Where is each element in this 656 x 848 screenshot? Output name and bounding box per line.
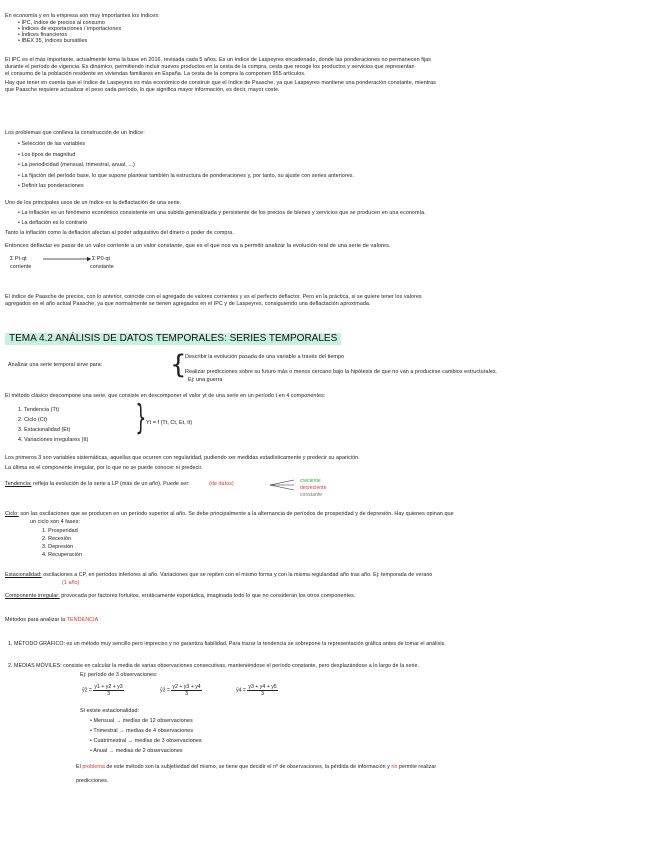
problem-line-end: predicciones.	[76, 778, 109, 784]
first3-line: Los primeros 3 son variables sistemáticas, aquellas que ocurren con regularidad, pudiendo ser medidas estadísticamente y predecir su aparición.	[5, 455, 360, 461]
right-brace-icon: {	[135, 398, 147, 438]
estacionalidad-red-note: (1 año)	[62, 580, 80, 586]
problems-bullet: • La periodicidad (mensual, trimestral, anual, ...)	[18, 162, 135, 168]
uses-bullet: • La inflación es un fenómeno económico consistente en una subida generalizada y persistente de los precios de bienes y servicios que se producen en una economía.	[18, 210, 426, 216]
graphic-method: 1. MÉTODO GRÁFICO: es un método muy sencillo pero impreciso y no garantiza fiabilidad. Para trazar la tendencia se sobrepone la representación gráfica antes de tomar el análisis.	[8, 641, 446, 647]
methods-heading: Métodos para analizar la TENDENCIA	[5, 617, 99, 623]
intro-paragraph-line: El IPC es el más importante, actualmente toma la base en 2016, revisada cada 5 años. Es un índice de Laspeyres encadenado, donde las ponderaciones no permanecen fijas	[5, 57, 432, 63]
seasonal-item: • Cuatrimestral → medias de 3 observaciones	[90, 738, 202, 744]
intro-paragraph-line: durante el período de vigencia. Es dinámico, permitiendo incluir nuevos productos en la cesta de la compra, cesta que recoge los productos y servicios que representan	[5, 64, 415, 70]
ciclo-line: Ciclo: son las oscilaciones que se producen en un período superior al año. Se debe principalmente a la alternancia de períodos de prosperidad y de depresión. Hay quienes opinan que	[5, 511, 454, 517]
ciclo-line: un ciclo son 4 fases:	[30, 519, 80, 525]
tendencia-type: constante	[300, 492, 323, 498]
component-item: 2. Ciclo (Ct)	[18, 417, 48, 423]
moving-example: Ej: período de 3 observaciones:	[80, 672, 158, 678]
intro-bullet: • IPC, índice de precios al consumo	[18, 20, 105, 26]
seasonal-item: • Anual → medias de 2 observaciones	[90, 748, 183, 754]
tendencia-type: decreciente	[300, 485, 327, 491]
problems-bullet: • La fijación del período base, lo que supone plantear también la estructura de ponderaciones y, por tanto, su ajuste con series anteriores.	[18, 173, 355, 179]
uses-bullet: • La deflación es lo contrario	[18, 220, 88, 226]
moving-average-method: 2. MEDIAS MÓVILES: consiste en calcular la media de varias observaciones consecutivas, manteniéndose el período constante, pero desplazándose a lo largo de la serie.	[8, 663, 420, 669]
ciclo-phase: 3. Depresión	[42, 544, 74, 550]
moving-average-formula: ȳ4 = $\frac{y3 + y4 + y5}{3}$	[236, 684, 277, 697]
problems-heading: Los problemas que conlleva la construcción de un índice:	[5, 130, 145, 136]
intro-bullet: • IBEX 35, índices bursátiles	[18, 38, 88, 44]
tendencia-type: creciente	[300, 478, 321, 484]
branch-arrows-icon	[268, 478, 298, 492]
problems-bullet: • Los tipos de magnitud	[18, 152, 76, 158]
ciclo-phase: 2. Recesión	[42, 536, 72, 542]
moving-average-formula: ȳ2 = $\frac{y1 + y2 + y3}{3}$	[82, 684, 123, 697]
seasonal-item: • Mensual → medias de 12 observaciones	[90, 718, 193, 724]
problems-bullet: • Selección de las variables	[18, 141, 86, 147]
analyze-example: Ej: una guerra	[188, 377, 223, 383]
deflate-line: Entonces deflactar es pasar de un valor corriente a un valor constante, que es el que nos va a permitir analizar la evolución real de una serie de valores.	[5, 243, 391, 249]
paasche-line: agregados en el año actual Paasche, ya que normalmente se tienen agregados en el IPC y de Laspeyres, consiguiendo una deflactación aproximada.	[5, 301, 371, 307]
tendencia-line: Tendencia: refleja la evolución de la serie a LP (más de un año). Puede ser:	[5, 481, 190, 487]
moving-average-formula: ȳ3 = $\frac{y2 + y3 + y4}{3}$	[160, 684, 201, 697]
tendencia-red-note: (de datos)	[209, 481, 234, 487]
paasche-line: El índice de Paasche de precios, con lo anterior, coincide con el agregado de valores corrientes y es el perfecto deflactor. Pero en la práctica, si se quiere tener los valores	[5, 294, 422, 300]
components-formula: Yt = f (Tt, Ct, Et, It)	[146, 420, 193, 426]
component-item: 3. Estacionalidad (Et)	[18, 427, 71, 433]
intro-paragraph-line: que Paasche requiere actualizar el peso cada período, lo que significa mayor información, es decir, mayor coste.	[5, 87, 280, 93]
analyze-item: Describir la evolución pasada de una variable a través del tiempo	[185, 354, 345, 360]
seasonal-item: • Trimestral → medias de 4 observaciones	[90, 728, 194, 734]
component-item: 1. Tendencia (Tt)	[18, 407, 60, 413]
deflate-to-label: constante	[90, 264, 114, 270]
intro-bullet: • Índices financieros	[18, 32, 68, 38]
component-item: 4. Variaciones irregulares (It)	[18, 437, 89, 443]
intro-paragraph-line: Hay que tener en cuenta que el índice de Laspeyres es más económico de construir que el índice de Paasche, ya que Laspeyres mantiene una ponderación constante, mientras	[5, 80, 436, 86]
deflate-from-expr: Σ Pt·qt	[10, 256, 27, 262]
method-line: El método clásico descompone una serie, que consiste en descomponer el valor yt de una serie en un período t en 4 componentes:	[5, 393, 326, 399]
irregular-component-line: Componente irregular: provocada por factores fortuitos, erráticamente esporádica, imaginada todo lo que no consideran los otros componentes.	[5, 593, 356, 599]
estacionalidad-line: Estacionalidad: oscilaciones a CP, en períodos inferiores al año. Variaciones que se repiten con el mismo forma y con la misma regularidad año tras año. Ej: temporada de verano	[5, 572, 433, 578]
problems-bullet: • Definir las ponderaciones	[18, 183, 84, 189]
uses-heading: Uno de los principales usos de un índice es la deflactación de una serie.	[5, 200, 182, 206]
intro-bullet: • Índices de exportaciones / importaciones	[18, 26, 122, 32]
intro-paragraph-line: el consumo de la población residente en viviendas familiares en España. La cesta de la compra la componen 955 artículos.	[5, 71, 306, 77]
analyze-item: Realizar predicciones sobre su futuro más o menos cercano bajo la hipótesis de que no van a producirse cambios estructurales.	[185, 369, 498, 375]
deflate-to-expr: Σ P0·qt	[92, 256, 111, 262]
problem-line: El problema de este método son la subjetividad del mismo, se tiene que decidir el nº de observaciones, la pérdida de información y no permite realizar	[76, 764, 437, 770]
irregular-line: La última es el componente irregular, por lo que no se puede conocer ni predecir.	[5, 465, 203, 471]
analyze-label: Analizar una serie temporal sirve para:	[8, 362, 103, 368]
deflate-from-label: corriente	[10, 264, 32, 270]
seasonal-heading: Si existe estacionalidad:	[80, 708, 140, 714]
topic-title: TEMA 4.2 ANÁLISIS DE DATOS TEMPORALES: SERIES TEMPORALES	[5, 333, 341, 345]
arrow-right-icon	[42, 255, 92, 263]
uses-note: Tanto la inflación como la deflación afectan al poder adquisitivo del dinero o poder de compra.	[5, 230, 234, 236]
ciclo-phase: 4. Recuperación	[42, 552, 83, 558]
ciclo-phase: 1. Prosperidad	[42, 528, 78, 534]
left-brace-icon: {	[170, 350, 187, 380]
intro-heading: En economía y en la empresa son muy importantes los índices:	[5, 13, 160, 19]
